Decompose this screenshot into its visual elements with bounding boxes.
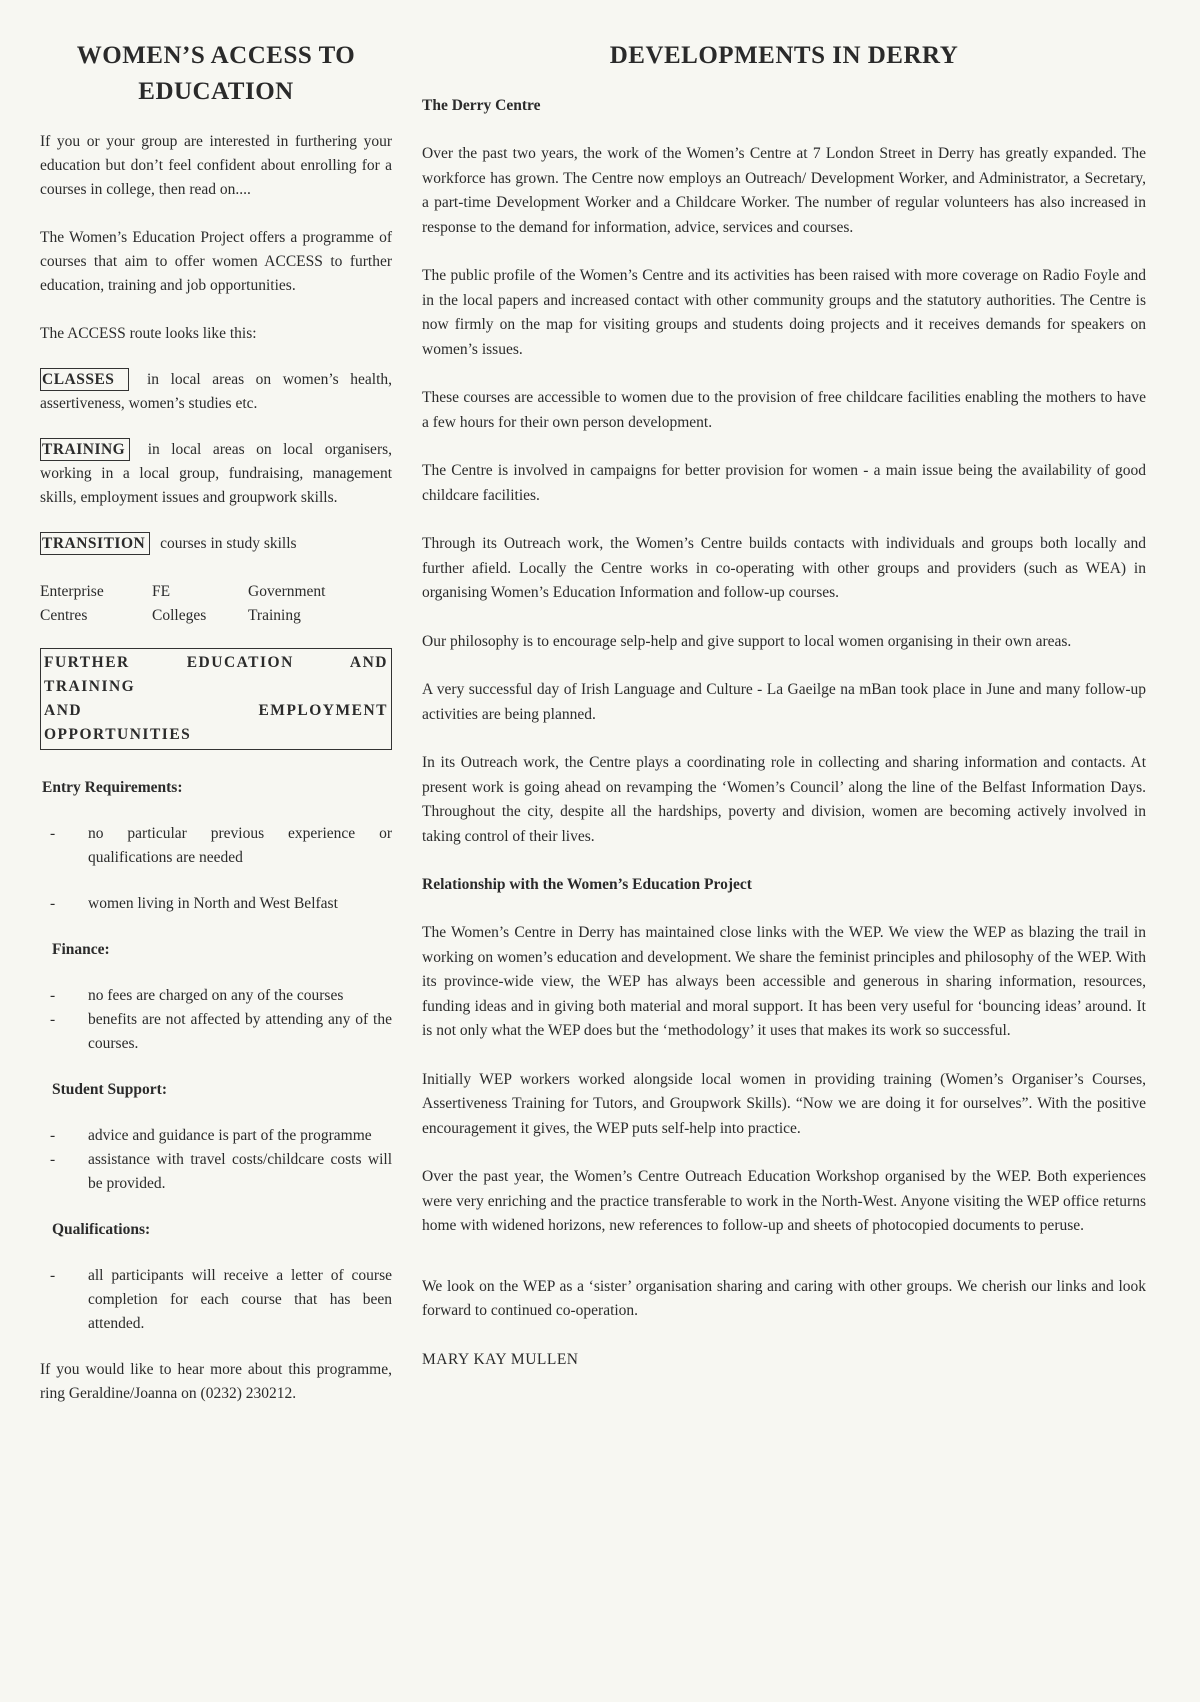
wep-paragraph-2: Initially WEP workers worked alongside local women in providing training (Women’s Organiser’s Courses, Assertiveness Training for Tutors, and Groupwork Skills). “Now we are doing it for ourselves”. With the positive encouragement it gives, the WEP puts self-help into practice. bbox=[422, 1070, 1146, 1137]
wep-paragraph-4: We look on the WEP as a ‘sister’ organisation sharing and caring with other groups. We cherish our links and look forward to continued co-operation. bbox=[422, 1277, 1146, 1319]
left-column bbox=[40, 38, 392, 1406]
finance-item-2: - benefits are not affected by attending any of the courses. bbox=[40, 1008, 392, 1056]
training-box-label: TRAINING bbox=[40, 438, 130, 461]
support-item-2: - assistance with travel costs/childcare costs will be provided. bbox=[40, 1148, 392, 1196]
classes-box-label: CLASSES bbox=[40, 368, 129, 391]
left-title-line2: EDUCATION bbox=[138, 78, 294, 105]
left-title-line1: WOMEN’S ACCESS TO bbox=[76, 42, 356, 69]
wep-relationship-subheading: Relationship with the Women’s Education Project bbox=[422, 876, 752, 893]
fe-line2: TRAINING bbox=[44, 678, 136, 695]
qualifications-heading: Qualifications: bbox=[52, 1221, 151, 1238]
training-text: in local areas on local organisers, working in a local group, fundraising, management skills, employment issues and groupwork skills. bbox=[40, 441, 393, 506]
student-support-list bbox=[40, 1124, 392, 1196]
qualifications-item-1: - all participants will receive a letter of course completion for each course that has been attended. bbox=[40, 1264, 392, 1336]
support-item-1: - advice and guidance is part of the programme bbox=[40, 1124, 392, 1148]
finance-heading: Finance: bbox=[52, 941, 110, 958]
entry-item-1: - no particular previous experience or qualifications are needed bbox=[40, 822, 392, 870]
transition-text: courses in study skills bbox=[160, 535, 297, 552]
qualifications-list bbox=[40, 1264, 392, 1336]
further-education-box bbox=[40, 648, 392, 750]
dest-col3-line2: Training bbox=[248, 607, 301, 624]
offer-paragraph: The Women’s Education Project offers a programme of courses that aim to offer women ACCESS to further education, training and job opportunities. bbox=[40, 229, 392, 294]
author-signature: MARY KAY MULLEN bbox=[422, 1350, 579, 1368]
derry-paragraph-3: These courses are accessible to women due to the provision of free childcare facilities enabling the mothers to have a few hours for their own person development. bbox=[422, 389, 1146, 431]
wep-paragraph-3: Over the past year, the Women’s Centre Outreach Education Workshop organised by the WEP. Both experiences were very enriching and the practice transferable to work in the North-West. Anyone visiting the WEP office returns home with widened horizons, new references to follow-up and sheets of photocopied documents to peruse. bbox=[422, 1168, 1146, 1234]
derry-paragraph-5: Through its Outreach work, the Women’s Centre builds contacts with individuals and groups both locally and further afield. Locally the Centre works in co-operating with other groups and providers (such as WEA) in organising Women’s Education Information and follow-up courses. bbox=[422, 535, 1146, 601]
entry-item-2: - women living in North and West Belfast bbox=[40, 892, 392, 916]
transition-box-label: TRANSITION bbox=[40, 532, 150, 555]
derry-paragraph-8: In its Outreach work, the Centre plays a coordinating role in collecting and sharing information and contacts. At present work is going ahead on revamping the ‘Women’s Council’ along the line of the Belfast Information Days. Throughout the city, despite all the hardships, poverty and division, women are becoming actively involved in taking control of their lives. bbox=[422, 754, 1146, 845]
right-column bbox=[422, 38, 1146, 1372]
intro-paragraph: If you or your group are interested in furthering your education but don’t feel confident about enrolling for a courses in college, then read on.... bbox=[40, 133, 392, 198]
finance-list bbox=[40, 984, 392, 1056]
student-support-heading: Student Support: bbox=[52, 1081, 167, 1098]
left-title bbox=[40, 38, 392, 110]
fe-line4: OPPORTUNITIES bbox=[44, 726, 192, 743]
entry-requirements-heading: Entry Requirements: bbox=[42, 779, 183, 796]
classes-text: in local areas on women’s health, assertiveness, women’s studies etc. bbox=[40, 371, 392, 412]
destination-enterprise bbox=[40, 580, 152, 628]
destination-fe bbox=[152, 580, 248, 628]
dest-col2-line2: Colleges bbox=[152, 607, 207, 624]
dest-col1-line1: Enterprise bbox=[40, 583, 104, 600]
route-intro: The ACCESS route looks like this: bbox=[40, 325, 257, 342]
route-classes bbox=[40, 368, 392, 416]
wep-paragraph-1: The Women’s Centre in Derry has maintained close links with the WEP. We view the WEP as blazing the trail in working on women’s education and development. We share the feminist principles and philosophy of the WEP. With its province-wide view, the WEP has always been accessible and generous in sharing information, resources, funding ideas and in giving both material and moral support. It has been very useful for ‘bouncing ideas’ around. It is not only what the WEP does but the ‘methodology’ it uses that makes its work so successful. bbox=[422, 924, 1146, 1039]
dest-col3-line1: Government bbox=[248, 583, 326, 600]
route-training bbox=[40, 438, 392, 510]
dest-col2-line1: FE bbox=[152, 583, 171, 600]
closing-paragraph: If you would like to hear more about this programme, ring Geraldine/Joanna on (0232) 230212. bbox=[40, 1361, 392, 1402]
route-transition bbox=[40, 532, 392, 556]
destinations-row bbox=[40, 580, 392, 628]
fe-line1: FURTHER EDUCATION AND bbox=[44, 654, 388, 671]
derry-paragraph-6: Our philosophy is to encourage selp-help and give support to local women organising in their own areas. bbox=[422, 632, 1072, 650]
derry-centre-subheading: The Derry Centre bbox=[422, 97, 541, 114]
derry-paragraph-4: The Centre is involved in campaigns for better provision for women - a main issue being the availability of good childcare facilities. bbox=[422, 462, 1146, 504]
dest-col1-line2: Centres bbox=[40, 607, 88, 624]
fe-line3: AND EMPLOYMENT bbox=[44, 702, 388, 719]
finance-item-1: - no fees are charged on any of the courses bbox=[40, 984, 392, 1008]
derry-paragraph-7: A very successful day of Irish Language and Culture - La Gaeilge na mBan took place in June and many follow-up activities are being planned. bbox=[422, 681, 1146, 723]
destination-government bbox=[248, 580, 325, 628]
right-title: DEVELOPMENTS IN DERRY bbox=[609, 42, 959, 69]
derry-paragraph-2: The public profile of the Women’s Centre and its activities has been raised with more coverage on Radio Foyle and in the local papers and increased contact with other community groups and the statutory authorities. The Centre is now firmly on the map for visiting groups and students doing projects and it receives demands for speakers on women’s issues. bbox=[422, 267, 1146, 358]
derry-paragraph-1: Over the past two years, the work of the Women’s Centre at 7 London Street in Derry has greatly expanded. The workforce has grown. The Centre now employs an Outreach/ Development Worker, and Administrator, a Secretary, a part-time Development Worker and a Childcare Worker. The number of regular volunteers has also increased in response to the demand for information, advice, services and courses. bbox=[422, 145, 1146, 236]
entry-requirements-list bbox=[40, 822, 392, 916]
